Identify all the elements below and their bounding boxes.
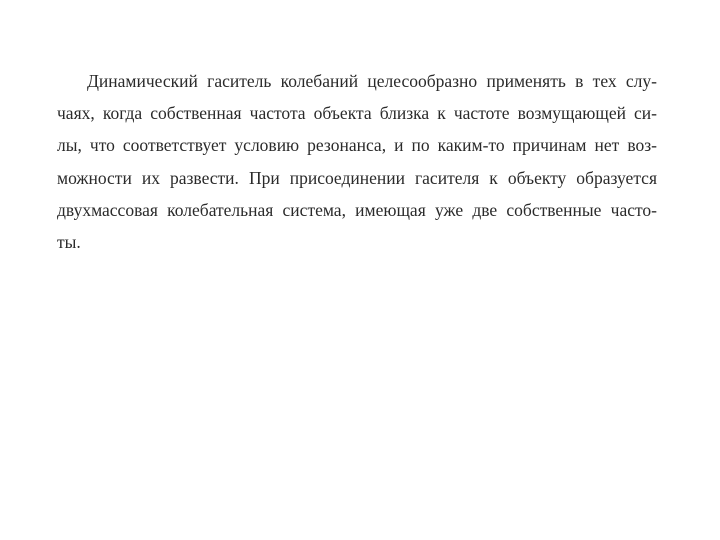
- paragraph: [57, 70, 657, 263]
- paragraph-line: Динамический гаситель колебаний целесообразно применять в тех слу-: [87, 71, 657, 91]
- paragraph-line: чаях, когда собственная частота объекта близка к частоте возмущающей си-: [57, 103, 657, 124]
- paragraph-line: двухмассовая колебательная система, имеющая уже две собственные часто-: [57, 199, 657, 220]
- paragraph-line: ты.: [57, 231, 81, 252]
- paragraph-line: лы, что соответствует условию резонанса, и по каким-то причинам нет воз-: [57, 135, 657, 156]
- paragraph-line: можности их развести. При присоединении гасителя к объекту образуется: [57, 167, 657, 188]
